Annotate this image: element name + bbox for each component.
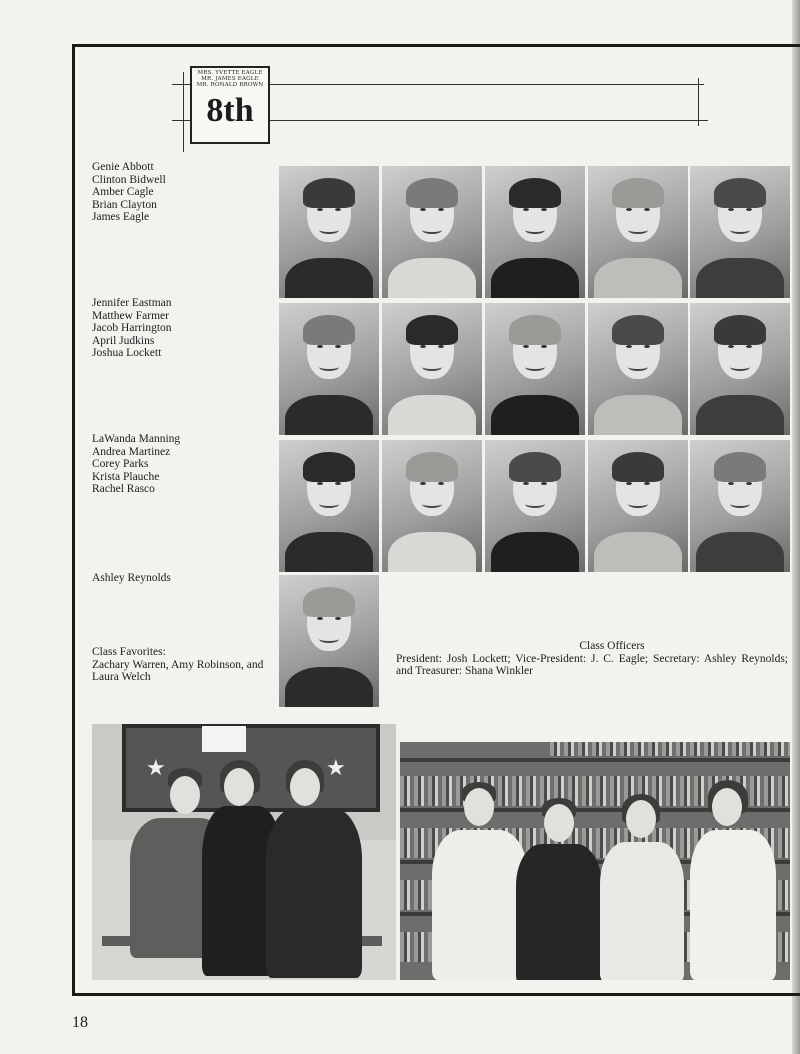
student-name: Matthew Farmer [92, 309, 169, 322]
group-photo-classroom [92, 724, 396, 980]
student-portrait [485, 303, 585, 435]
teacher-list [194, 70, 266, 88]
student-portrait [382, 440, 482, 572]
header-rule-left [183, 72, 184, 152]
student-name: Jacob Harrington [92, 322, 172, 335]
class-officers-text: President: Josh Lockett; Vice-President: J. C. Eagle; Secretary: Ashley Reynolds; and Treasurer: Shana Winkler [396, 652, 788, 678]
page-number: 18 [72, 1014, 88, 1031]
student-name: Krista Plauche [92, 470, 160, 483]
teacher-name: MR. RONALD BROWN [196, 82, 264, 88]
student-name: LaWanda Manning [92, 433, 181, 445]
student-name: Corey Parks [92, 458, 149, 471]
name-list-row-1 [92, 161, 166, 224]
name-list-row-4 [92, 572, 171, 585]
student-name: Clinton Bidwell [92, 173, 166, 186]
grade-header [190, 66, 270, 144]
star-icon: ★ [146, 756, 166, 781]
bulletin-paper [202, 726, 246, 752]
shelf [400, 758, 790, 762]
class-officers-title: Class Officers [579, 640, 645, 652]
student-name: Joshua Lockett [92, 347, 162, 360]
star-icon: ★ [326, 756, 346, 781]
student-portrait [690, 166, 790, 298]
name-list-row-3 [92, 433, 180, 496]
student-name: Genie Abbott [92, 161, 154, 173]
student-name: Andrea Martinez [92, 445, 171, 458]
student-portrait [588, 166, 688, 298]
class-favorites-title: Class Favorites: [92, 646, 166, 658]
teacher-name: MR. JAMES EAGLE [201, 76, 259, 82]
student-name: Brian Clayton [92, 198, 157, 211]
student-name: Rachel Rasco [92, 483, 155, 496]
grade-title: 8th [206, 92, 254, 129]
student-portrait [485, 440, 585, 572]
student-portrait [279, 440, 379, 572]
header-rule-right [698, 78, 699, 126]
student-portrait [588, 303, 688, 435]
student-portrait [690, 303, 790, 435]
bookshelf [550, 742, 790, 756]
student-portrait [382, 166, 482, 298]
name-list-row-2 [92, 297, 172, 360]
class-officers [396, 640, 788, 678]
student-portrait [279, 575, 379, 707]
teacher-name: MRS. YVETTE EAGLE [197, 70, 263, 76]
student-portrait [279, 166, 379, 298]
student-name: Jennifer Eastman [92, 297, 172, 309]
student-name: April Judkins [92, 334, 155, 347]
student-portrait [382, 303, 482, 435]
class-favorites [92, 646, 272, 684]
student-portrait [485, 166, 585, 298]
student-portrait [588, 440, 688, 572]
student-name: James Eagle [92, 211, 150, 224]
student-name: Amber Cagle [92, 186, 154, 199]
class-favorites-text: Zachary Warren, Amy Robinson, and Laura Welch [92, 658, 264, 684]
student-portrait [690, 440, 790, 572]
student-name: Ashley Reynolds [92, 572, 171, 584]
group-photo-library [400, 742, 790, 980]
student-portrait [279, 303, 379, 435]
